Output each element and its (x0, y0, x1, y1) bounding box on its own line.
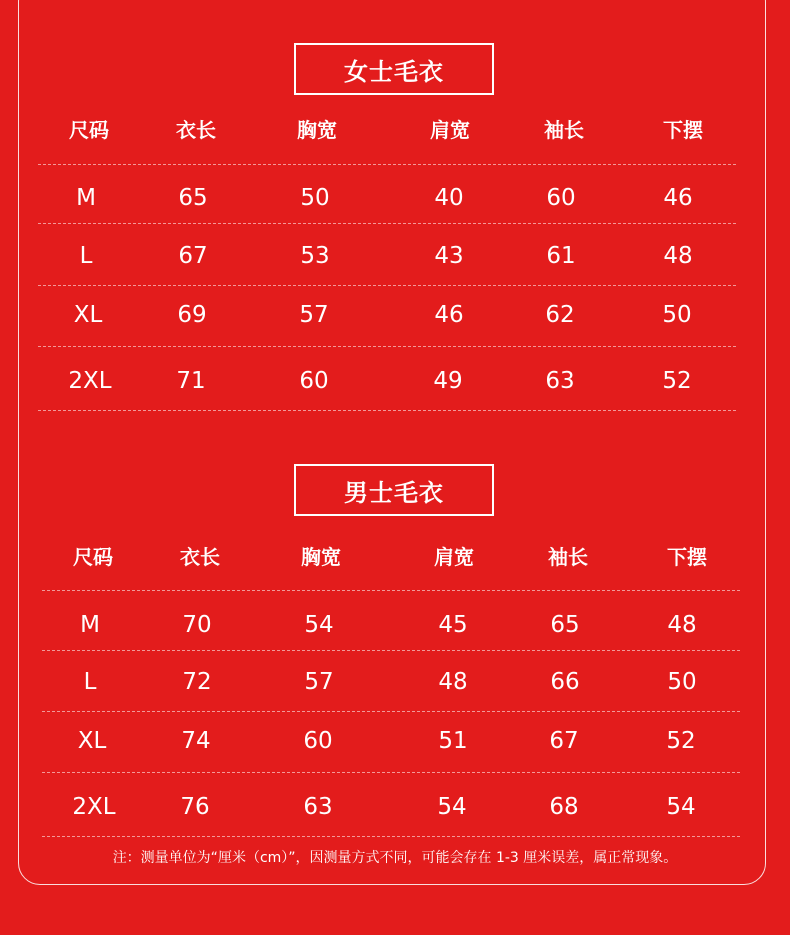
divider (38, 223, 736, 224)
men-header-row (0, 535, 790, 575)
table-row (0, 787, 790, 827)
cell-shoulder: 48 (438, 669, 468, 695)
cell-shoulder: 46 (434, 302, 464, 328)
cell-length: 71 (176, 368, 206, 394)
table-row (0, 236, 790, 276)
cell-length: 67 (178, 243, 208, 269)
cell-hem: 50 (667, 669, 697, 695)
cell-shoulder: 51 (438, 728, 468, 754)
header-size: 尺码 (73, 544, 113, 569)
cell-chest: 57 (299, 302, 329, 328)
header-shoulder: 肩宽 (430, 117, 470, 142)
women-header-row (0, 108, 790, 148)
table-row (0, 361, 790, 401)
cell-size: L (83, 669, 97, 695)
cell-chest: 60 (299, 368, 329, 394)
table-row (0, 605, 790, 645)
cell-shoulder: 43 (434, 243, 464, 269)
cell-size: XL (73, 302, 103, 328)
divider (42, 711, 740, 712)
measurement-note: 注：测量单位为“厘米（cm）”，因测量方式不同，可能会存在 1-3 厘米误差，属正常现象。 (112, 850, 678, 866)
cell-shoulder: 40 (434, 185, 464, 211)
cell-shoulder: 54 (437, 794, 467, 820)
header-sleeve: 袖长 (544, 117, 584, 142)
men-table-title: 男士毛衣 (294, 464, 494, 516)
cell-sleeve: 61 (546, 243, 576, 269)
header-shoulder: 肩宽 (434, 544, 474, 569)
divider (38, 285, 736, 286)
table-row (0, 295, 790, 335)
divider (42, 836, 740, 837)
table-row (0, 721, 790, 761)
cell-chest: 57 (304, 669, 334, 695)
divider (38, 410, 736, 411)
cell-hem: 48 (663, 243, 693, 269)
divider (42, 772, 740, 773)
cell-length: 70 (182, 612, 212, 638)
header-hem: 下摆 (667, 544, 707, 569)
cell-size: XL (77, 728, 107, 754)
cell-hem: 48 (667, 612, 697, 638)
cell-sleeve: 62 (545, 302, 575, 328)
cell-sleeve: 65 (550, 612, 580, 638)
table-row (0, 178, 790, 218)
cell-hem: 54 (666, 794, 696, 820)
cell-hem: 52 (662, 368, 692, 394)
divider (38, 164, 736, 165)
cell-size: M (76, 185, 96, 211)
cell-sleeve: 63 (545, 368, 575, 394)
cell-chest: 50 (300, 185, 330, 211)
cell-chest: 60 (303, 728, 333, 754)
cell-hem: 52 (666, 728, 696, 754)
cell-chest: 53 (300, 243, 330, 269)
cell-hem: 50 (662, 302, 692, 328)
cell-sleeve: 67 (549, 728, 579, 754)
table-row (0, 662, 790, 702)
header-hem: 下摆 (663, 117, 703, 142)
cell-chest: 54 (304, 612, 334, 638)
cell-sleeve: 66 (550, 669, 580, 695)
cell-length: 74 (181, 728, 211, 754)
cell-size: 2XL (68, 368, 112, 394)
cell-chest: 63 (303, 794, 333, 820)
cell-sleeve: 60 (546, 185, 576, 211)
cell-length: 69 (177, 302, 207, 328)
cell-length: 65 (178, 185, 208, 211)
cell-shoulder: 49 (433, 368, 463, 394)
header-length: 衣长 (180, 544, 220, 569)
divider (38, 346, 736, 347)
cell-shoulder: 45 (438, 612, 468, 638)
women-table-title: 女士毛衣 (294, 43, 494, 95)
cell-size: M (80, 612, 100, 638)
cell-length: 76 (180, 794, 210, 820)
header-chest: 胸宽 (297, 117, 337, 142)
header-length: 衣长 (176, 117, 216, 142)
divider (42, 650, 740, 651)
header-size: 尺码 (69, 117, 109, 142)
cell-sleeve: 68 (549, 794, 579, 820)
divider (42, 590, 740, 591)
cell-length: 72 (182, 669, 212, 695)
cell-size: 2XL (72, 794, 116, 820)
header-chest: 胸宽 (301, 544, 341, 569)
cell-hem: 46 (663, 185, 693, 211)
cell-size: L (79, 243, 93, 269)
header-sleeve: 袖长 (548, 544, 588, 569)
